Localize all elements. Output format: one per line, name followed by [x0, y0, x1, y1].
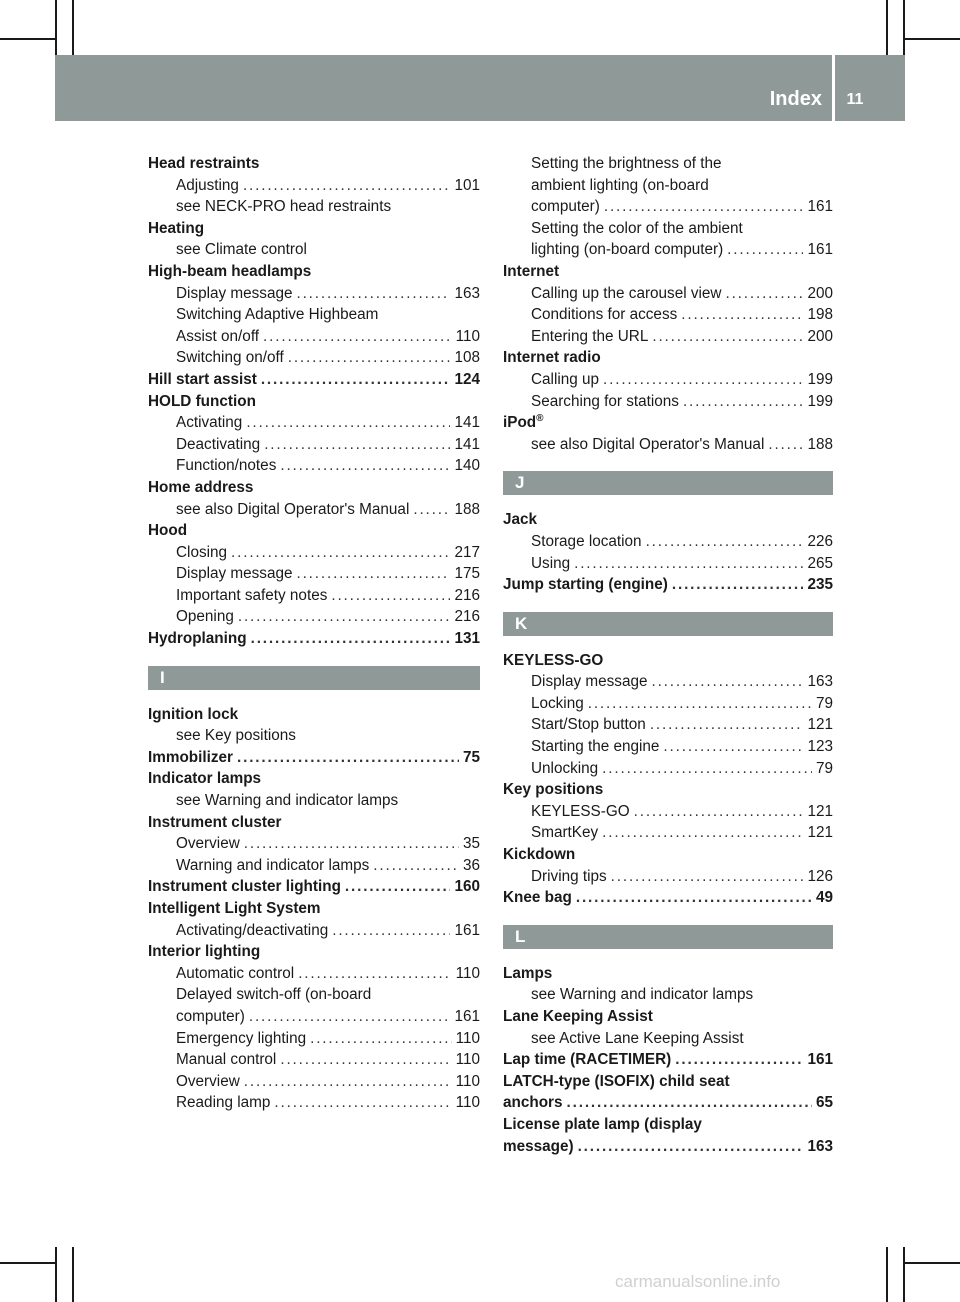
dot-leader — [681, 304, 803, 326]
entry-label: Adjusting — [176, 176, 239, 194]
dot-leader — [663, 736, 803, 758]
page-reference: 65 — [815, 1094, 833, 1112]
dot-leader — [646, 531, 804, 553]
index-subentry — [148, 455, 480, 477]
entry-label: Warning and indicator lamps — [176, 856, 370, 874]
dot-leader — [310, 1028, 452, 1050]
entry-label: Important safety notes — [176, 586, 328, 604]
entry-label: KEYLESS-GO — [503, 651, 604, 669]
entry-label: Interior lighting — [148, 943, 261, 961]
page-number: 11 — [846, 91, 864, 108]
dot-leader — [261, 369, 451, 391]
page-reference: 36 — [462, 856, 480, 874]
index-subentry — [503, 175, 833, 197]
index-subentry — [503, 531, 833, 553]
index-entry — [503, 1092, 833, 1114]
page-reference: 140 — [454, 457, 480, 475]
index-subentry — [503, 369, 833, 391]
entry-label: Setting the brightness of the — [531, 155, 722, 172]
index-subentry — [148, 542, 480, 564]
page-reference: 163 — [807, 673, 833, 691]
page-reference: 161 — [454, 1007, 480, 1025]
page-reference: 199 — [807, 370, 833, 388]
entry-label: Lamps — [503, 964, 553, 982]
index-entry — [503, 887, 833, 909]
index-subentry — [148, 283, 480, 305]
dot-leader — [249, 1006, 451, 1028]
dot-leader — [602, 822, 803, 844]
entry-label: iPod — [503, 414, 537, 432]
page-reference: 175 — [454, 565, 480, 583]
crop-mark — [72, 0, 74, 55]
crop-mark — [886, 0, 888, 55]
page-reference: 198 — [807, 306, 833, 324]
index-entry — [503, 779, 833, 801]
index-entry — [503, 509, 833, 531]
index-entry — [503, 1136, 833, 1158]
entry-label: see also Digital Operator's Manual — [531, 435, 765, 453]
entry-label: Searching for stations — [531, 392, 679, 410]
dot-leader — [725, 283, 803, 305]
index-subentry — [148, 725, 480, 747]
entry-label: Driving tips — [531, 867, 607, 885]
entry-label: Internet — [503, 262, 560, 280]
index-entry — [148, 898, 480, 920]
entry-label: Overview — [176, 835, 240, 853]
entry-label: Intelligent Light System — [148, 900, 321, 917]
index-entry — [503, 1071, 833, 1093]
entry-label: Key positions — [503, 781, 604, 799]
index-entry — [148, 941, 480, 963]
page-reference: 200 — [807, 327, 833, 345]
dot-leader — [296, 283, 450, 305]
page-reference: 79 — [815, 759, 833, 777]
crop-mark — [903, 0, 905, 55]
page-reference: 141 — [454, 414, 480, 432]
entry-label: Display message — [176, 284, 293, 302]
index-entry — [503, 1006, 833, 1028]
index-column-left — [148, 153, 480, 1114]
dot-leader — [246, 412, 450, 434]
crop-mark — [55, 0, 57, 55]
index-subentry — [503, 822, 833, 844]
index-subentry — [503, 196, 833, 218]
page-reference: 35 — [462, 835, 480, 853]
index-subentry — [503, 283, 833, 305]
dot-leader — [231, 542, 450, 564]
index-subentry — [148, 347, 480, 369]
crop-mark — [905, 38, 960, 40]
dot-leader — [683, 391, 804, 413]
entry-label: Calling up the carousel view — [531, 284, 722, 302]
index-subentry — [503, 553, 833, 575]
crop-mark — [55, 1247, 57, 1302]
dot-leader — [373, 855, 459, 877]
page-reference: 124 — [454, 370, 480, 388]
registered-mark: ® — [536, 413, 544, 425]
entry-label: KEYLESS-GO — [531, 802, 630, 820]
entry-label: Lap time (RACETIMER) — [503, 1051, 672, 1069]
index-subentry — [148, 1071, 480, 1093]
crop-mark — [903, 1247, 905, 1302]
dot-leader — [727, 239, 803, 261]
dot-leader — [244, 1071, 452, 1093]
entry-label: Closing — [176, 543, 228, 561]
dot-leader — [604, 196, 804, 218]
index-subentry — [148, 790, 480, 812]
entry-label: LATCH-type (ISOFIX) child seat — [503, 1072, 730, 1090]
dot-leader — [574, 553, 803, 575]
index-entry — [148, 704, 480, 726]
page-reference: 161 — [807, 1051, 833, 1069]
dot-leader — [274, 1092, 451, 1114]
entry-label: High-beam headlamps — [148, 262, 312, 280]
index-entry — [503, 574, 833, 596]
entry-label: Lane Keeping Assist — [503, 1008, 653, 1025]
index-subentry — [503, 304, 833, 326]
entry-label: Start/Stop button — [531, 716, 646, 734]
index-entry — [503, 650, 833, 672]
index-subentry — [148, 1049, 480, 1071]
dot-leader — [634, 801, 804, 823]
entry-label: see also Digital Operator's Manual — [176, 500, 410, 518]
page-reference: 126 — [807, 867, 833, 885]
index-subentry — [503, 714, 833, 736]
page-reference: 141 — [454, 435, 480, 453]
index-entry — [148, 747, 480, 769]
crop-mark — [0, 1262, 55, 1264]
page-reference: 110 — [455, 964, 480, 982]
dot-leader — [345, 876, 451, 898]
entry-label: Delayed switch-off (on-board — [176, 986, 372, 1004]
page-reference: 216 — [454, 608, 480, 626]
crop-mark — [0, 38, 55, 40]
index-subentry — [148, 175, 480, 197]
index-subentry — [148, 326, 480, 348]
entry-label: Hood — [148, 522, 188, 540]
page-reference: 188 — [807, 435, 833, 453]
dot-leader — [768, 434, 803, 456]
dot-leader — [602, 758, 812, 780]
dot-leader — [672, 574, 804, 596]
page-reference: 161 — [807, 198, 833, 216]
page-reference: 161 — [454, 921, 480, 939]
page-reference: 110 — [455, 1094, 480, 1112]
page-reference: 49 — [815, 889, 833, 907]
index-subentry — [148, 984, 480, 1006]
section-letter-bar: J — [503, 471, 833, 495]
dot-leader — [332, 920, 450, 942]
entry-label: Switching on/off — [176, 349, 284, 367]
page-reference: 121 — [807, 716, 833, 734]
index-subentry — [503, 758, 833, 780]
entry-label: Jack — [503, 511, 538, 529]
dot-leader — [675, 1049, 803, 1071]
section-letter-bar: L — [503, 925, 833, 949]
dot-leader — [611, 866, 804, 888]
entry-label: message) — [503, 1137, 574, 1155]
index-subentry — [148, 1028, 480, 1050]
entry-label: Emergency lighting — [176, 1029, 307, 1047]
watermark: carmanualsonline.info — [615, 1272, 781, 1291]
entry-label: Conditions for access — [531, 306, 678, 324]
entry-label: Locking — [531, 694, 584, 712]
index-subentry — [148, 563, 480, 585]
page-reference: 265 — [807, 554, 833, 572]
dot-leader — [251, 628, 451, 650]
entry-label: see NECK-PRO head restraints — [176, 198, 392, 216]
dot-leader — [238, 606, 451, 628]
index-subentry — [148, 499, 480, 521]
dot-leader — [652, 326, 803, 348]
entry-label: Immobilizer — [148, 748, 233, 766]
dot-leader — [298, 963, 451, 985]
entry-label: see Key positions — [176, 727, 296, 745]
index-entry — [148, 153, 480, 175]
crop-mark — [905, 1262, 960, 1264]
dot-leader — [237, 747, 459, 769]
entry-label: License plate lamp (display — [503, 1115, 702, 1133]
entry-label: Calling up — [531, 370, 600, 388]
page-reference: 110 — [455, 1051, 480, 1069]
index-entry — [503, 963, 833, 985]
index-entry — [148, 876, 480, 898]
index-entry — [148, 218, 480, 240]
entry-label: Overview — [176, 1072, 240, 1090]
page-reference: 199 — [807, 392, 833, 410]
index-subentry — [503, 239, 833, 261]
header-divider — [832, 55, 835, 121]
dot-leader — [331, 585, 450, 607]
entry-label: Opening — [176, 608, 234, 626]
page-reference: 101 — [454, 176, 480, 194]
entry-label: Display message — [531, 673, 648, 691]
page-title: Index — [769, 88, 822, 110]
index-entry — [148, 812, 480, 834]
page-reference: 163 — [454, 284, 480, 302]
index-subentry — [503, 1028, 833, 1050]
index-entry — [148, 520, 480, 542]
index-subentry — [503, 326, 833, 348]
index-subentry — [503, 736, 833, 758]
entry-label: Internet radio — [503, 349, 601, 367]
index-entry — [148, 477, 480, 499]
index-entry — [503, 261, 833, 283]
index-subentry — [503, 434, 833, 456]
page-reference: 163 — [807, 1137, 833, 1155]
index-subentry — [503, 153, 833, 175]
index-subentry — [503, 391, 833, 413]
page-reference: 79 — [815, 694, 833, 712]
entry-label: SmartKey — [531, 824, 599, 842]
index-entry — [148, 261, 480, 283]
index-entry — [148, 391, 480, 413]
entry-label: Assist on/off — [176, 327, 260, 345]
entry-label: see Climate control — [176, 241, 307, 259]
dot-leader — [651, 671, 803, 693]
dot-leader — [567, 1092, 812, 1114]
entry-label: Knee bag — [503, 889, 572, 907]
entry-label: Activating/deactivating — [176, 921, 329, 939]
entry-label: Kickdown — [503, 846, 576, 864]
entry-label: Entering the URL — [531, 327, 649, 345]
index-subentry — [148, 239, 480, 261]
page-reference: 161 — [807, 241, 833, 259]
page-reference: 226 — [807, 532, 833, 550]
index-subentry — [148, 1006, 480, 1028]
entry-label: see Active Lane Keeping Assist — [531, 1029, 744, 1047]
page-reference: 160 — [454, 878, 480, 896]
entry-label: Hill start assist — [148, 370, 257, 388]
dot-leader — [576, 887, 812, 909]
entry-label: Unlocking — [531, 759, 599, 777]
entry-label: Instrument cluster — [148, 813, 282, 831]
entry-label: Instrument cluster lighting — [148, 878, 341, 896]
entry-label: Ignition lock — [148, 705, 239, 723]
index-entry — [503, 1114, 833, 1136]
page-reference: 110 — [455, 1029, 480, 1047]
page-reference: 216 — [454, 586, 480, 604]
section-letter-bar: K — [503, 612, 833, 636]
entry-label: Jump starting (engine) — [503, 576, 668, 594]
index-entry — [503, 347, 833, 369]
entry-label: Heating — [148, 219, 205, 237]
entry-label: Indicator lamps — [148, 770, 262, 788]
page-reference: 121 — [807, 802, 833, 820]
page-reference: 200 — [807, 284, 833, 302]
page-reference: 75 — [462, 748, 480, 766]
index-entry — [148, 369, 480, 391]
entry-label: Switching Adaptive Highbeam — [176, 306, 379, 324]
page-reference: 110 — [455, 327, 480, 345]
dot-leader — [280, 455, 450, 477]
index-subentry — [148, 963, 480, 985]
page-reference: 110 — [455, 1072, 480, 1090]
entry-label: Activating — [176, 414, 243, 432]
page-reference: 108 — [454, 349, 480, 367]
index-subentry — [148, 920, 480, 942]
dot-leader — [263, 326, 452, 348]
index-entry — [503, 1049, 833, 1071]
index-subentry — [148, 1092, 480, 1114]
entry-label: Manual control — [176, 1051, 277, 1069]
dot-leader — [288, 347, 451, 369]
entry-label: HOLD function — [148, 392, 256, 410]
index-subentry — [503, 693, 833, 715]
entry-label: see Warning and indicator lamps — [531, 986, 754, 1004]
index-subentry — [148, 412, 480, 434]
entry-label: Using — [531, 554, 571, 572]
index-subentry — [503, 866, 833, 888]
dot-leader — [650, 714, 804, 736]
crop-mark — [886, 1247, 888, 1302]
entry-label: anchors — [503, 1094, 563, 1112]
page-reference: 217 — [454, 543, 480, 561]
entry-label: Setting the color of the ambient — [531, 219, 743, 237]
page-reference: 123 — [807, 738, 833, 756]
dot-leader — [243, 175, 451, 197]
entry-label: Hydroplaning — [148, 630, 247, 648]
page-reference: 121 — [807, 824, 833, 842]
dot-leader — [413, 499, 450, 521]
page-reference: 188 — [454, 500, 480, 518]
index-column-right — [503, 153, 833, 1157]
dot-leader — [280, 1049, 451, 1071]
index-subentry — [148, 585, 480, 607]
index-subentry — [148, 434, 480, 456]
entry-label: Automatic control — [176, 964, 295, 982]
entry-label: Display message — [176, 565, 293, 583]
entry-label: Head restraints — [148, 155, 260, 172]
index-entry — [503, 844, 833, 866]
index-subentry — [148, 606, 480, 628]
dot-leader — [603, 369, 803, 391]
entry-label: computer) — [531, 198, 600, 216]
page-reference: 235 — [807, 576, 833, 594]
index-subentry — [148, 304, 480, 326]
index-subentry — [148, 196, 480, 218]
entry-label: Starting the engine — [531, 738, 660, 756]
index-subentry — [148, 833, 480, 855]
index-subentry — [503, 984, 833, 1006]
dot-leader — [244, 833, 459, 855]
entry-label: Reading lamp — [176, 1094, 271, 1112]
page-reference: 131 — [454, 630, 480, 648]
entry-label: ambient lighting (on-board — [531, 176, 709, 194]
dot-leader — [296, 563, 450, 585]
index-subentry — [503, 671, 833, 693]
entry-label: see Warning and indicator lamps — [176, 792, 399, 810]
entry-label: Deactivating — [176, 435, 261, 453]
entry-label: Storage location — [531, 532, 642, 550]
dot-leader — [578, 1136, 804, 1158]
entry-label: Function/notes — [176, 457, 277, 475]
index-subentry — [148, 855, 480, 877]
dot-leader — [588, 693, 812, 715]
dot-leader — [264, 434, 450, 456]
entry-label: lighting (on-board computer) — [531, 241, 724, 259]
index-entry — [148, 628, 480, 650]
index-subentry — [503, 801, 833, 823]
index-entry — [503, 412, 833, 434]
index-entry — [148, 768, 480, 790]
crop-mark — [72, 1247, 74, 1302]
index-subentry — [503, 218, 833, 240]
entry-label: Home address — [148, 478, 254, 496]
section-letter-bar: I — [148, 666, 480, 690]
entry-label: computer) — [176, 1007, 245, 1025]
